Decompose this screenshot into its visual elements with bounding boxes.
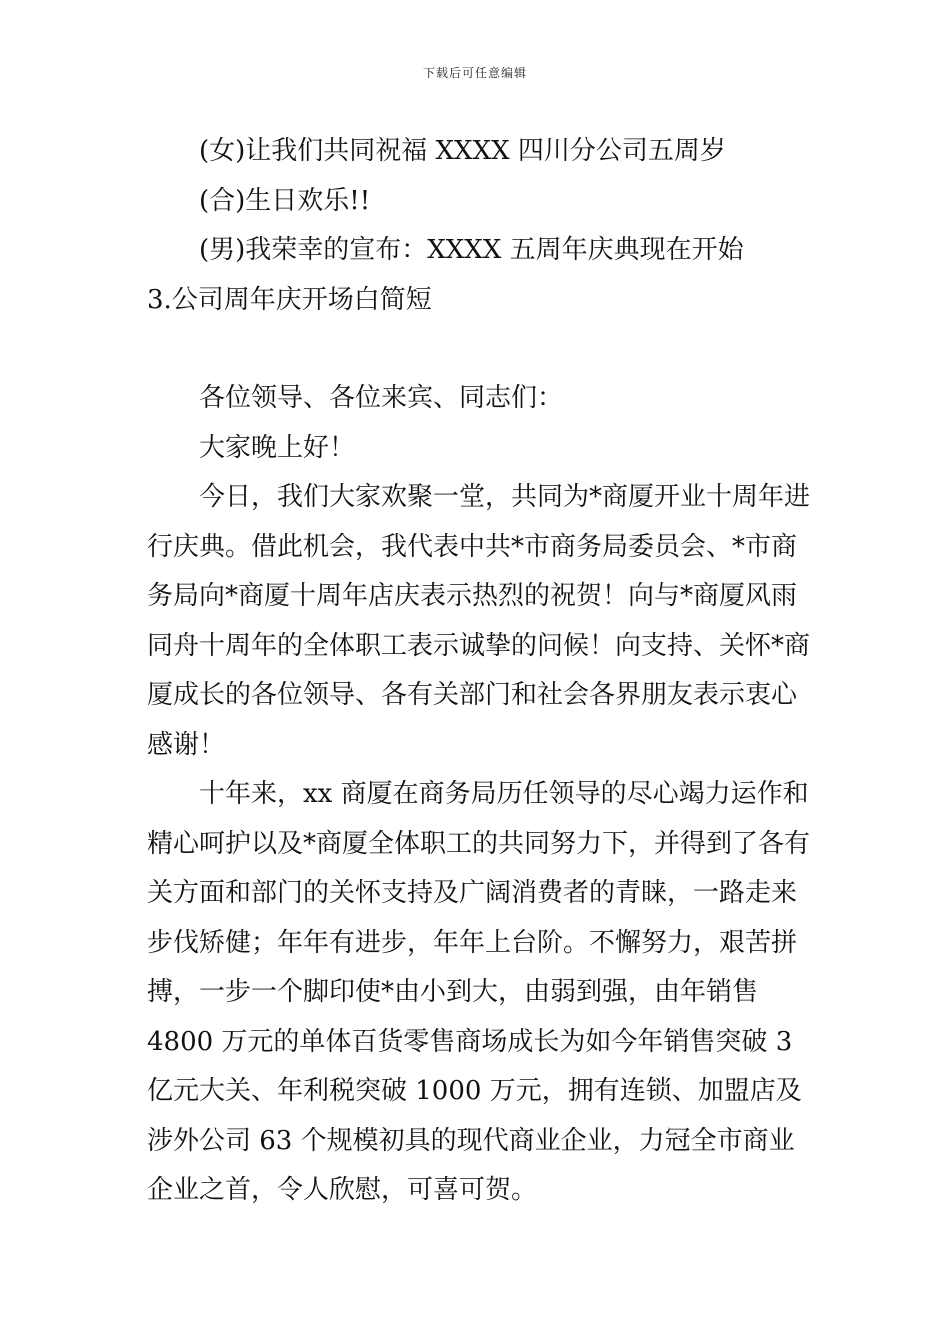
speech-salutation: 各位领导、各位来宾、同志们： (199, 383, 564, 413)
section-title: 3.公司周年庆开场白简短 (147, 284, 432, 315)
speech-greeting: 大家晚上好！ (199, 432, 356, 463)
document-body (147, 127, 812, 1216)
dialogue-line-together: (合)生日欢乐!! (199, 185, 371, 216)
dialogue-line-female: (女)让我们共同祝福 XXXX 四川分公司五周岁 (199, 136, 726, 166)
page-header-note: 下载后可任意编辑 (422, 66, 527, 80)
dialogue-line-male: (男)我荣幸的宣布：XXXX 五周年庆典现在开始 (199, 235, 744, 265)
speech-paragraph-1: 今日，我们大家欢聚一堂，共同为*商厦开业十周年进行庆典。借此机会，我代表中共*市商务局委员会、*市商务局向*商厦十周年店庆表示热烈的祝贺！向与*商厦风雨同舟十周年的全体职工表示诚挚的问候！向支持、关怀*商厦成长的各位领导、各有关部门和社会各界朋友表示衷心感谢！ (147, 482, 811, 760)
blank-line (147, 325, 812, 374)
speech-paragraph-2: 十年来，xx 商厦在商务局历任领导的尽心竭力运作和精心呵护以及*商厦全体职工的共同努力下，并得到了各有关方面和部门的关怀支持及广阔消费者的青睐，一路走来步伐矫健；年年有进步，年年上台阶。不懈努力，艰苦拼搏，一步一个脚印使*由小到大，由弱到强，由年销售 4800 万元的单体百货零售商场成长为如今年销售突破 3 亿元大关、年利税突破 1000 万元，拥有连锁、加盟店及涉外公司 63 个规模初具的现代商业企业，力冠全市商业企业之首，令人欣慰，可喜可贺。 (147, 779, 811, 1205)
